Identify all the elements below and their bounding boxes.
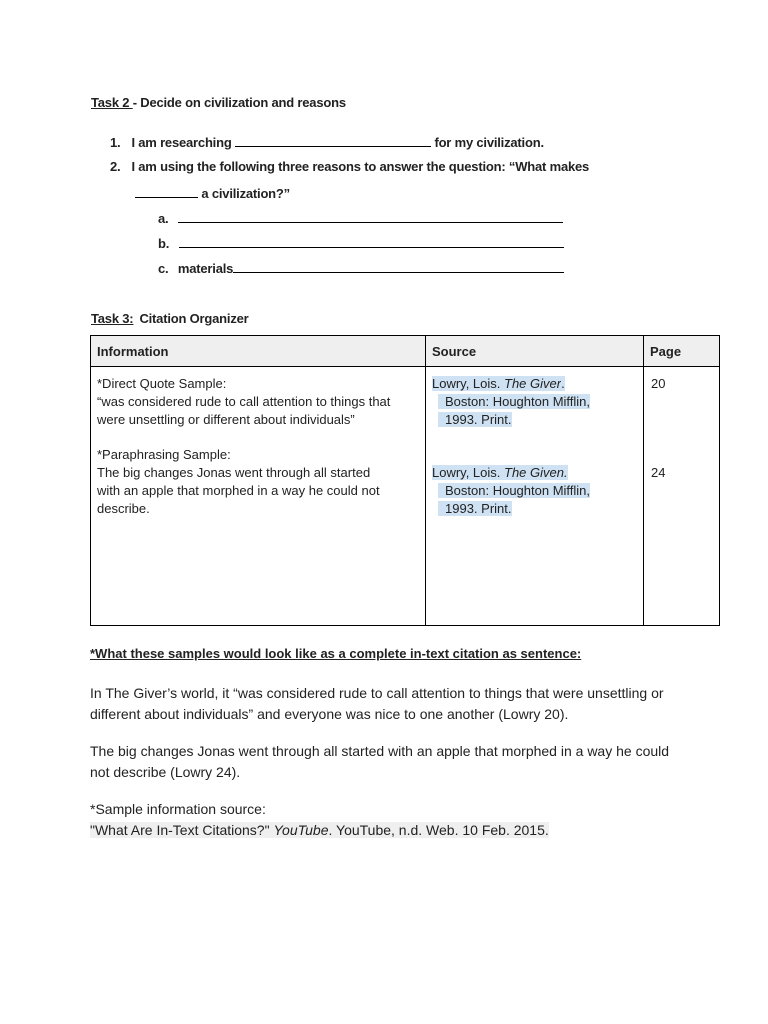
task3-label: Task 3: xyxy=(91,311,134,326)
task3-title: Citation Organizer xyxy=(139,311,249,326)
task2-title: - Decide on civilization and reasons xyxy=(132,95,346,110)
task2-label: Task 2 xyxy=(91,95,133,110)
source-citation-1 xyxy=(432,375,590,429)
task2-heading xyxy=(91,95,346,110)
reason-c-text: materials xyxy=(177,261,234,276)
page-cell xyxy=(644,367,720,626)
page-number-2: 24 xyxy=(651,465,666,480)
reason-b-blank[interactable] xyxy=(179,234,564,248)
direct-quote-line: were unsettling or different about individuals” xyxy=(97,412,355,427)
sample-sentence-2-line: The big changes Jonas went through all started with an apple that morphed in a way he could xyxy=(90,743,670,759)
direct-quote-line: “was considered rude to call attention to things that xyxy=(97,394,391,409)
sample-source-info xyxy=(90,799,549,841)
sample-source-quote: "What Are In-Text Citations?" xyxy=(90,822,274,838)
source1-end: . xyxy=(561,376,565,391)
page-number-1: 20 xyxy=(651,376,666,391)
sample-sentence-2 xyxy=(90,741,669,783)
item2-line2: a civilization?” xyxy=(201,186,290,201)
source-citation-2 xyxy=(432,464,590,518)
source1-year: 1993. Print. xyxy=(438,412,512,427)
samples-heading: *What these samples would look like as a complete in-text citation as sentence: xyxy=(90,646,582,661)
paraphrasing-label: *Paraphrasing Sample: xyxy=(97,447,231,462)
header-information: Information xyxy=(91,336,426,367)
sample-source-site: YouTube xyxy=(273,822,329,838)
source-cell xyxy=(426,367,644,626)
task2-item-1 xyxy=(110,133,544,150)
reason-a-letter: a. xyxy=(158,211,169,226)
task3-heading xyxy=(91,311,249,326)
paraphrasing-line: with an apple that morphed in a way he could not xyxy=(97,483,380,498)
what-makes-blank[interactable] xyxy=(135,184,198,198)
direct-quote-label: *Direct Quote Sample: xyxy=(97,376,227,391)
reason-c-letter: c. xyxy=(158,261,169,276)
information-cell xyxy=(91,367,426,626)
sample-sentence-2-line: not describe (Lowry 24). xyxy=(90,764,241,780)
source2-title: The Given. xyxy=(504,465,568,480)
reason-c-blank[interactable] xyxy=(233,259,564,273)
task2-item-2 xyxy=(110,159,589,174)
direct-quote-sample xyxy=(97,375,390,429)
citation-organizer-table xyxy=(90,335,720,626)
source2-publisher: Boston: Houghton Mifflin, xyxy=(438,483,590,498)
paraphrasing-line: The big changes Jonas went through all started xyxy=(97,465,371,480)
source1-title: The Giver xyxy=(504,376,562,391)
item2-number: 2. xyxy=(110,159,121,174)
source1-publisher: Boston: Houghton Mifflin, xyxy=(438,394,590,409)
source2-year: 1993. Print. xyxy=(438,501,512,516)
reason-a-blank[interactable] xyxy=(178,209,563,223)
reason-b-letter: b. xyxy=(158,236,170,251)
source1-author: Lowry, Lois. xyxy=(432,376,505,391)
source2-author: Lowry, Lois. xyxy=(432,465,505,480)
table-row xyxy=(91,367,720,626)
header-source: Source xyxy=(426,336,644,367)
reason-c xyxy=(158,259,564,276)
item1-prefix: I am researching xyxy=(131,135,232,150)
header-page: Page xyxy=(644,336,720,367)
reason-a xyxy=(158,209,563,226)
sample-source-label: *Sample information source: xyxy=(90,801,266,817)
table-header-row xyxy=(91,336,720,367)
sample-source-rest: . YouTube, n.d. Web. 10 Feb. 2015. xyxy=(328,822,549,838)
sample-sentence-1 xyxy=(90,683,664,725)
paraphrasing-sample xyxy=(97,446,380,518)
sample-sentence-1-line: different about individuals” and everyone was nice to one another (Lowry 20). xyxy=(90,706,569,722)
item1-number: 1. xyxy=(110,135,121,150)
task2-item-2-cont xyxy=(135,184,290,201)
item1-suffix: for my civilization. xyxy=(434,135,544,150)
reason-b xyxy=(158,234,564,251)
item2-line1: I am using the following three reasons to answer the question: “What makes xyxy=(131,159,590,174)
paraphrasing-line: describe. xyxy=(97,501,150,516)
civilization-blank[interactable] xyxy=(235,133,431,147)
sample-sentence-1-line: In The Giver’s world, it “was considered rude to call attention to things that were unsettling or xyxy=(90,685,664,701)
